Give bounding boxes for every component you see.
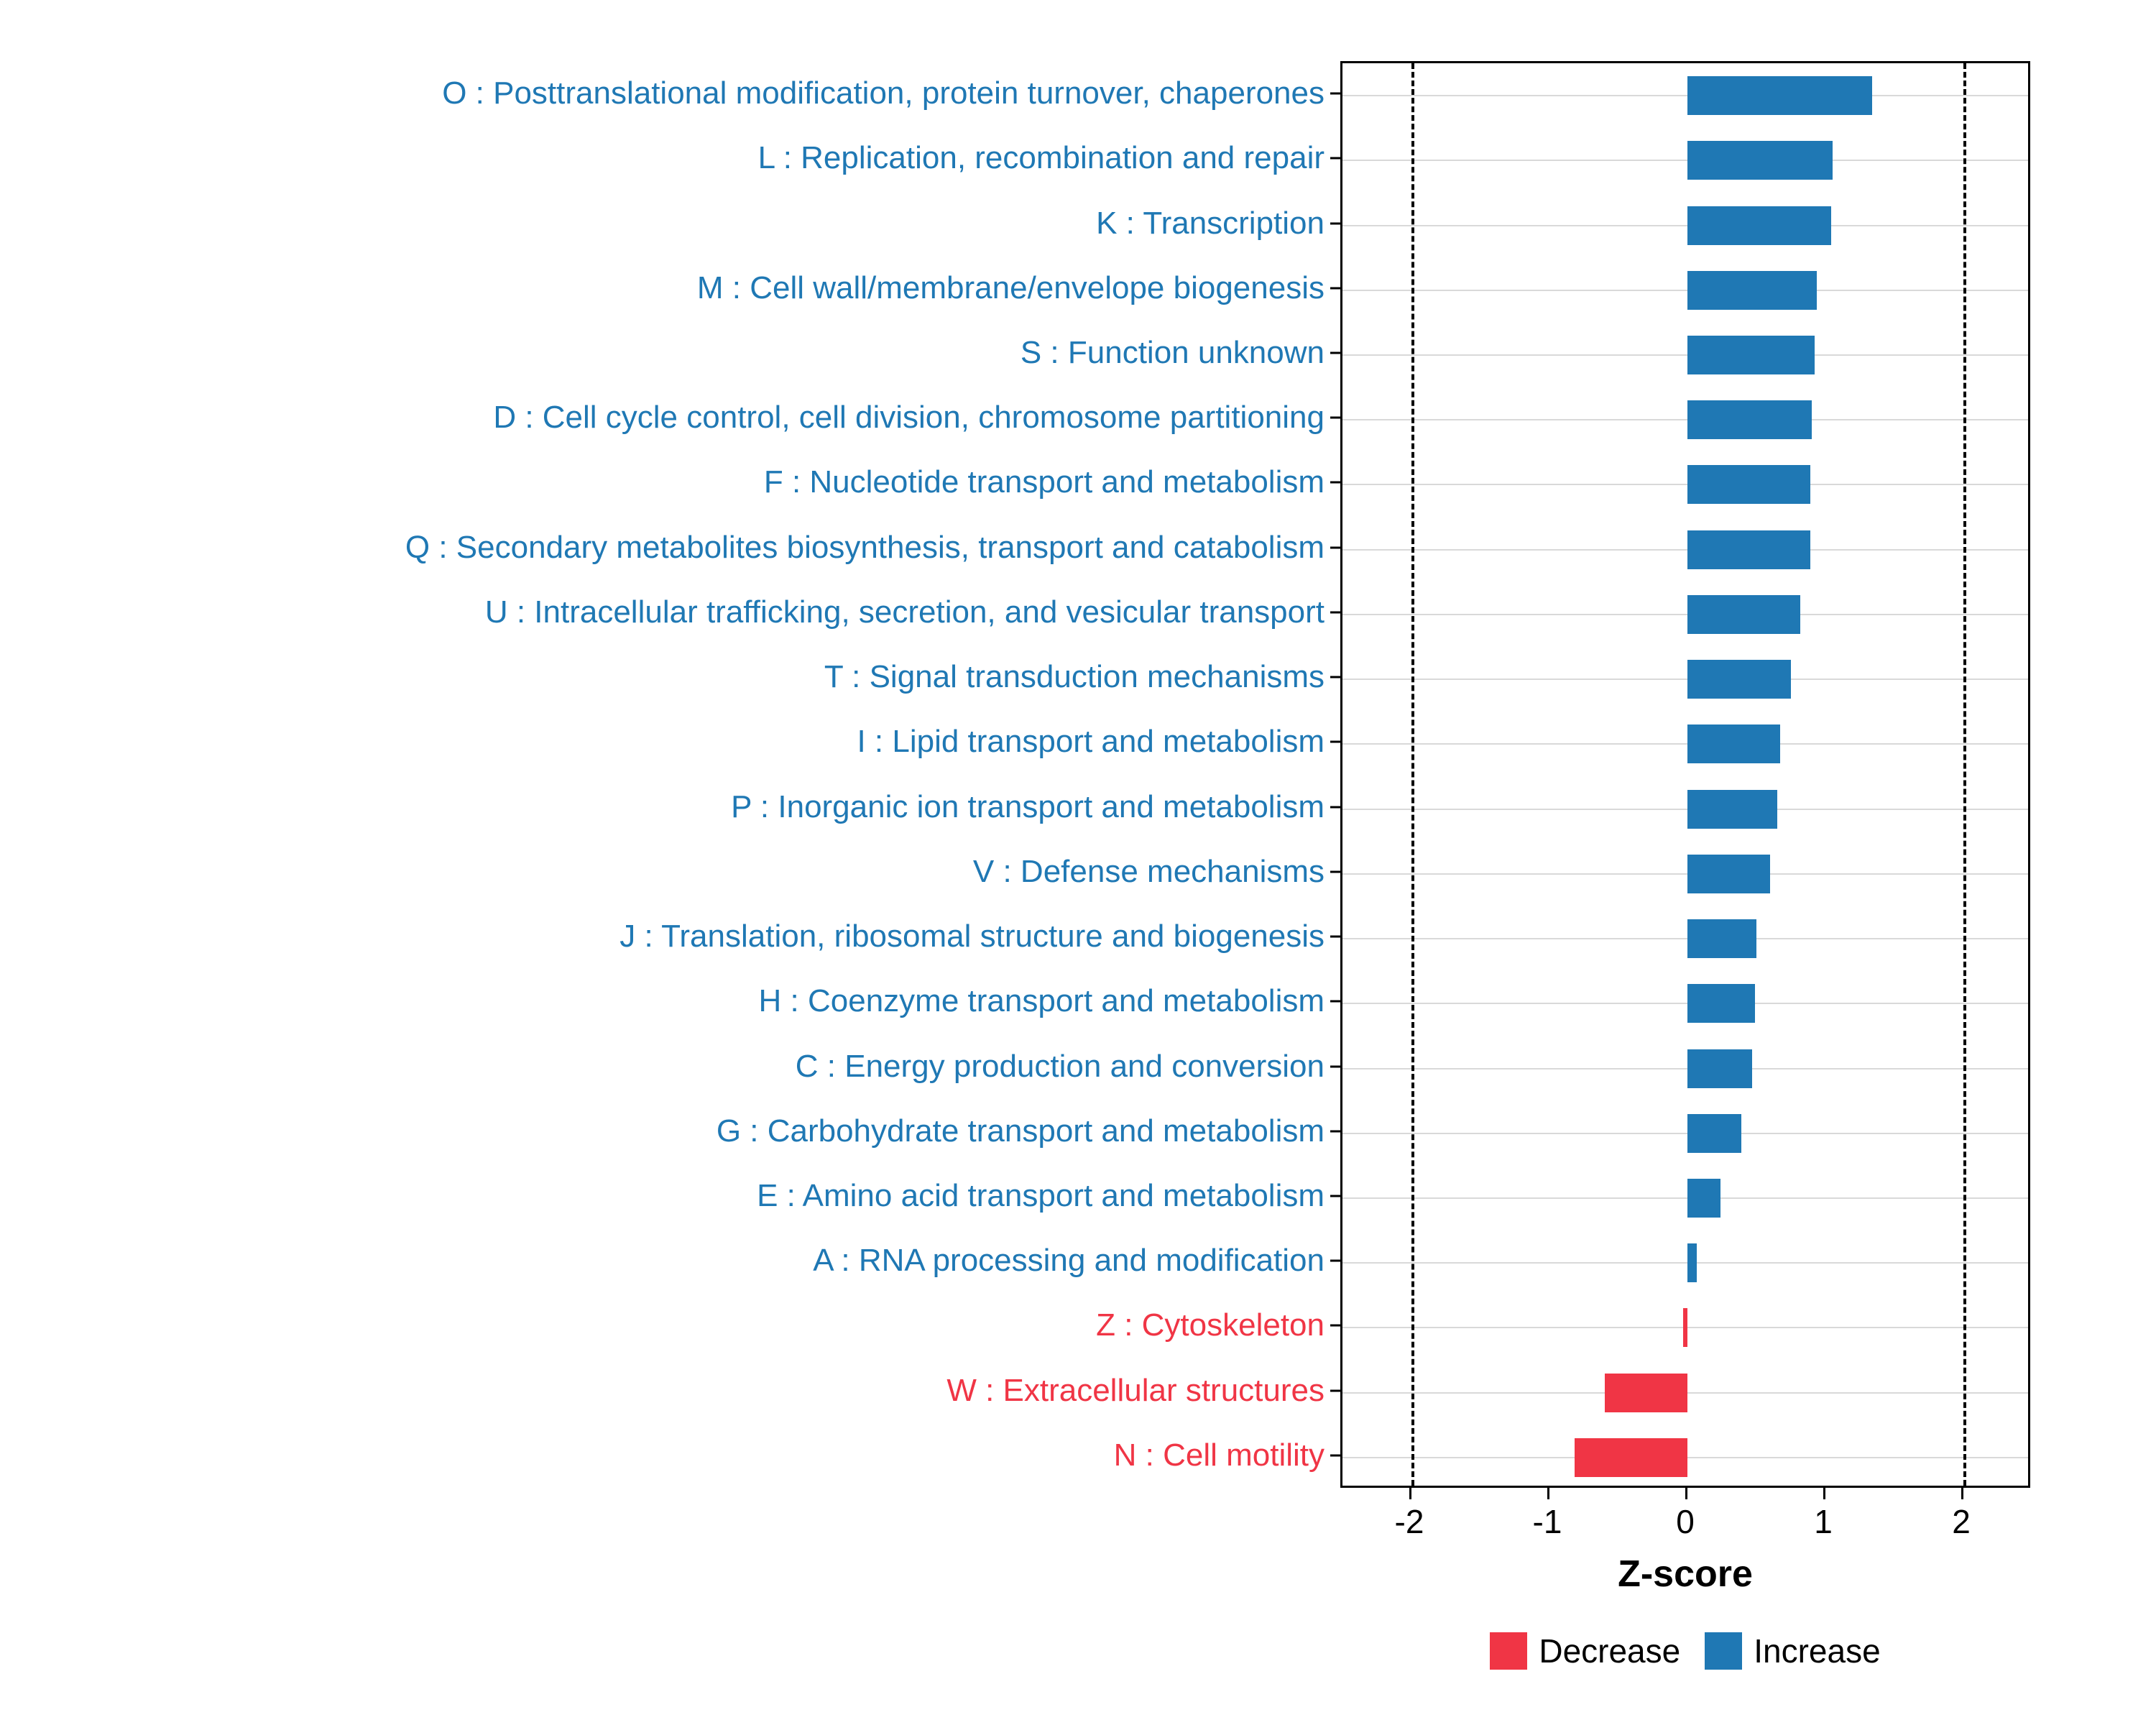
category-label: U : Intracellular trafficking, secretion, and vesicular transport xyxy=(484,594,1325,630)
category-label: H : Coenzyme transport and metabolism xyxy=(758,983,1325,1019)
gridline xyxy=(1342,1262,2028,1264)
x-axis-tick xyxy=(1409,1488,1411,1499)
bar xyxy=(1687,919,1756,958)
category-label: T : Signal transduction mechanisms xyxy=(824,659,1325,695)
y-axis-tick xyxy=(1330,1325,1340,1327)
bar xyxy=(1687,724,1780,763)
x-axis-tick xyxy=(1823,1488,1825,1499)
y-axis-tick xyxy=(1330,93,1340,95)
y-axis-tick xyxy=(1330,1000,1340,1003)
bar xyxy=(1575,1438,1687,1477)
gridline xyxy=(1342,743,2028,745)
gridline xyxy=(1342,873,2028,875)
category-label: M : Cell wall/membrane/envelope biogenesis xyxy=(696,270,1325,305)
x-axis-tick-label: -1 xyxy=(1532,1503,1562,1540)
bar xyxy=(1687,76,1872,115)
y-axis-tick xyxy=(1330,352,1340,354)
x-axis-tick xyxy=(1547,1488,1549,1499)
x-axis-tick-label: 2 xyxy=(1952,1503,1971,1540)
bar xyxy=(1687,1243,1697,1282)
plot-area xyxy=(1342,63,2028,1486)
category-label: W : Extracellular structures xyxy=(946,1372,1325,1408)
gridline xyxy=(1342,938,2028,939)
y-axis-tick xyxy=(1330,611,1340,613)
y-axis-tick xyxy=(1330,546,1340,548)
gridline xyxy=(1342,678,2028,680)
category-label: I : Lipid transport and metabolism xyxy=(857,724,1325,760)
x-axis-tick-label: 1 xyxy=(1814,1503,1833,1540)
x-axis-tick-label: -2 xyxy=(1394,1503,1424,1540)
gridline xyxy=(1342,95,2028,96)
bar xyxy=(1687,855,1770,893)
category-label: K : Transcription xyxy=(1096,205,1325,241)
bar xyxy=(1687,530,1810,569)
bar xyxy=(1687,1049,1752,1088)
y-axis-tick xyxy=(1330,1065,1340,1067)
gridline xyxy=(1342,225,2028,226)
plot-panel xyxy=(1340,61,2030,1488)
y-axis-tick xyxy=(1330,1260,1340,1262)
x-axis-tick xyxy=(1961,1488,1963,1499)
y-axis-tick xyxy=(1330,936,1340,938)
x-axis-tick xyxy=(1685,1488,1687,1499)
gridline xyxy=(1342,354,2028,356)
category-label: Q : Secondary metabolites biosynthesis, transport and catabolism xyxy=(405,529,1325,565)
y-axis-tick xyxy=(1330,870,1340,873)
y-axis-tick xyxy=(1330,157,1340,160)
gridline xyxy=(1342,160,2028,161)
y-axis-tick xyxy=(1330,287,1340,289)
reference-line xyxy=(1963,63,1966,1486)
category-label: C : Energy production and conversion xyxy=(795,1048,1325,1084)
y-axis-tick xyxy=(1330,482,1340,484)
gridline xyxy=(1342,614,2028,615)
bar xyxy=(1687,790,1777,829)
y-axis-tick xyxy=(1330,806,1340,808)
y-axis-tick xyxy=(1330,1195,1340,1197)
gridline xyxy=(1342,290,2028,291)
category-label: V : Defense mechanisms xyxy=(972,853,1325,889)
legend-item-decrease xyxy=(1490,1632,1680,1670)
y-axis-category-labels xyxy=(43,61,1340,1488)
gridline xyxy=(1342,549,2028,551)
legend-label-decrease: Decrease xyxy=(1539,1632,1681,1670)
category-label: O : Posttranslational modification, protein turnover, chaperones xyxy=(442,75,1325,111)
y-axis-tick xyxy=(1330,417,1340,419)
y-axis-tick xyxy=(1330,1130,1340,1132)
gridline xyxy=(1342,809,2028,810)
category-label: L : Replication, recombination and repair xyxy=(757,140,1325,176)
gridline xyxy=(1342,1197,2028,1199)
category-label: N : Cell motility xyxy=(1113,1437,1325,1473)
gridline xyxy=(1342,1068,2028,1070)
category-label: P : Inorganic ion transport and metabolism xyxy=(731,788,1325,824)
y-axis-tick xyxy=(1330,1454,1340,1456)
gridline xyxy=(1342,1133,2028,1134)
legend-swatch-decrease xyxy=(1490,1632,1527,1670)
legend-item-increase xyxy=(1705,1632,1880,1670)
bar xyxy=(1687,984,1755,1023)
bar xyxy=(1687,271,1817,310)
y-axis-tick xyxy=(1330,741,1340,743)
category-label: D : Cell cycle control, cell division, chromosome partitioning xyxy=(493,400,1325,436)
category-label: E : Amino acid transport and metabolism xyxy=(757,1177,1325,1213)
category-label: F : Nucleotide transport and metabolism xyxy=(763,464,1325,500)
gridline xyxy=(1342,484,2028,485)
legend-swatch-increase xyxy=(1705,1632,1742,1670)
bar xyxy=(1683,1308,1687,1347)
category-label: S : Function unknown xyxy=(1020,335,1325,371)
category-label: A : RNA processing and modification xyxy=(813,1243,1325,1279)
bar xyxy=(1687,660,1791,699)
y-axis-tick xyxy=(1330,222,1340,224)
category-label: G : Carbohydrate transport and metabolism xyxy=(716,1113,1325,1149)
gridline xyxy=(1342,1003,2028,1004)
bar xyxy=(1605,1374,1687,1412)
gridline xyxy=(1342,419,2028,420)
x-axis-tick-label: 0 xyxy=(1676,1503,1695,1540)
category-label: J : Translation, ribosomal structure and biogenesis xyxy=(619,919,1325,954)
bar xyxy=(1687,465,1810,504)
bar xyxy=(1687,141,1833,180)
bar xyxy=(1687,206,1831,245)
x-axis-title: Z-score xyxy=(1618,1553,1753,1595)
bar xyxy=(1687,595,1800,634)
bar xyxy=(1687,336,1815,374)
bar xyxy=(1687,1114,1741,1153)
legend-label-increase: Increase xyxy=(1754,1632,1881,1670)
bar xyxy=(1687,1179,1720,1218)
y-axis-tick xyxy=(1330,1389,1340,1392)
legend xyxy=(1340,1632,2030,1670)
bar xyxy=(1687,400,1812,439)
reference-line xyxy=(1411,63,1414,1486)
y-axis-tick xyxy=(1330,676,1340,678)
category-label: Z : Cytoskeleton xyxy=(1096,1307,1325,1343)
